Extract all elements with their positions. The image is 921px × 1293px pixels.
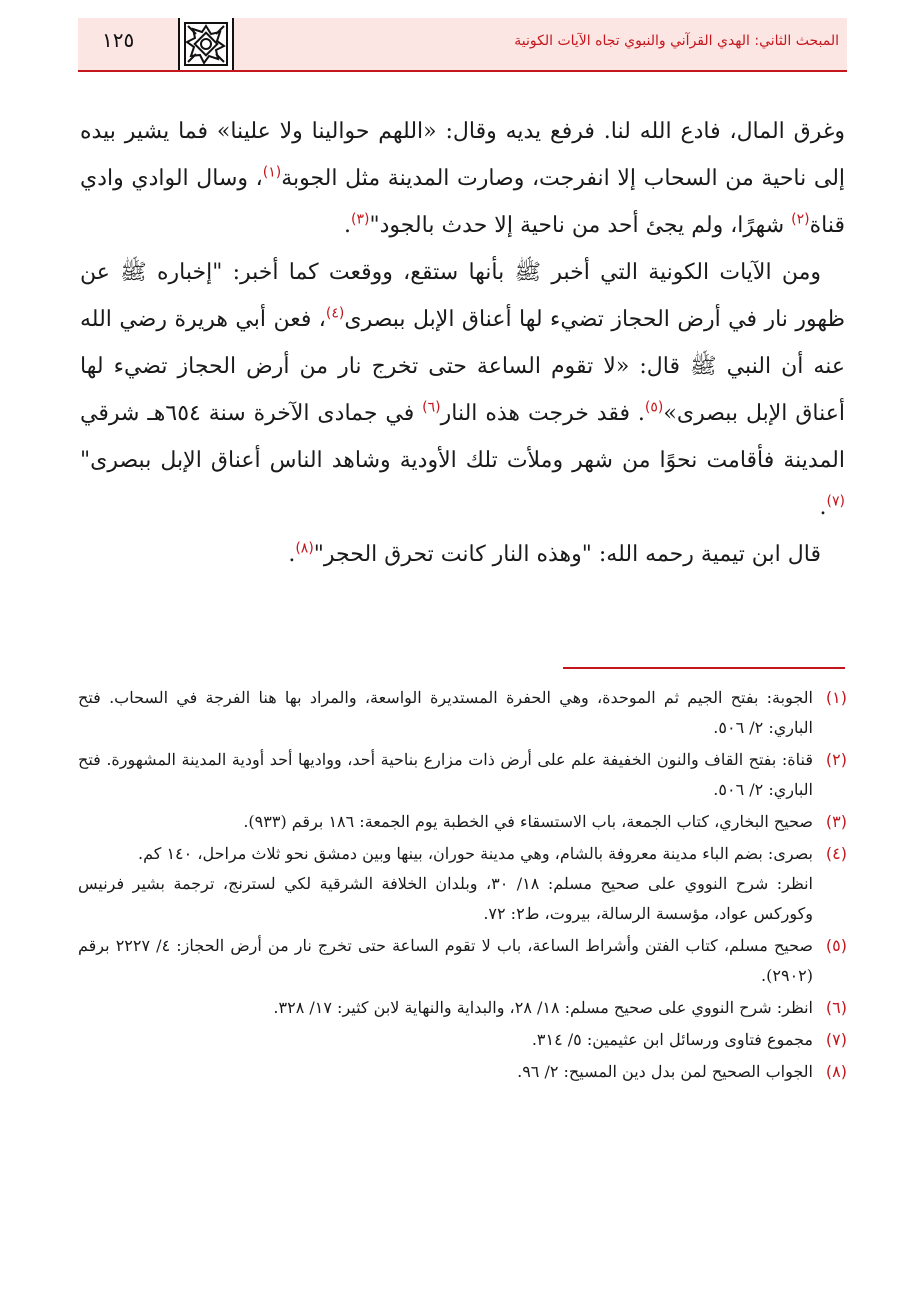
footnote-number: (٤) (825, 844, 847, 863)
page-header (78, 18, 847, 72)
footnote-ref[interactable]: (٢) (791, 211, 810, 228)
text-run: . فقد خرجت هذه النار (440, 401, 645, 426)
footnote-text (78, 683, 813, 743)
footnote-line: انظر: شرح النووي على صحيح مسلم: ١٨/ ٢٨، والبداية والنهاية لابن كثير: ١٧/ ٣٢٨. (273, 998, 813, 1017)
footnote-ref[interactable]: (٨) (295, 540, 314, 557)
footnote-line: صحيح البخاري، كتاب الجمعة، باب الاستسقاء في الخطبة يوم الجمعة: ١٨٦ برقم (٩٣٣). (243, 812, 813, 831)
text-run: . (819, 495, 827, 520)
paragraph (80, 108, 845, 249)
paragraph (80, 531, 845, 578)
paragraph (80, 249, 845, 531)
text-run: ومن الآيات الكونية التي أخبر ﷺ بأنها ستقع، ووقعت كما أخبر: "إخباره ﷺ عن ظهور نار في أرض الحجاز تضيء لها أعناق الإبل ببصرى (80, 260, 845, 332)
footnote-ref[interactable]: (٥) (644, 399, 664, 416)
footnote-text (78, 839, 813, 929)
footnote-ref[interactable]: (٣) (350, 211, 370, 228)
footnote-number: (٨) (825, 1062, 847, 1081)
footnote-text (78, 807, 813, 837)
footnote-text (78, 745, 813, 805)
footnote-text (78, 1025, 813, 1055)
footnote-line: صحيح مسلم، كتاب الفتن وأشراط الساعة، باب لا تقوم الساعة حتى تخرج نار من أرض الحجاز: ٤/ ٢٢٢٧ برقم (٢٩٠٢). (78, 936, 814, 985)
star-pattern-icon (184, 22, 228, 66)
text-run: شهرًا، ولم يجئ أحد من ناحية إلا حدث بالجود" (369, 213, 792, 238)
footnote (78, 683, 847, 743)
text-run: ، فعن أبي هريرة رضي الله عنه أن النبي ﷺ قال: «لا تقوم الساعة حتى تخرج نار من أرض الحجاز تضيء لها أعناق الإبل ببصرى» (80, 307, 845, 426)
text-run: في جمادى الآخرة سنة ٦٥٤هـ شرقي المدينة فأقامت نحوًا من شهر وملأت تلك الأودية وشاهد الناس أعناق الإبل ببصرى" (80, 401, 845, 473)
text-run: قال ابن تيمية رحمه الله: "وهذه النار كانت تحرق الحجر" (313, 542, 821, 567)
footnote-text (78, 1057, 813, 1087)
footnote-number: (٥) (825, 936, 847, 955)
footnote (78, 993, 847, 1023)
footnotes (78, 683, 847, 1089)
footnote (78, 1025, 847, 1055)
footnote-line: قناة: بفتح القاف والنون الخفيفة علم على أرض ذات مزارع بناحية أحد، وواديها أحد أودية المدينة المشهورة. فتح الباري: ٢/ ٥٠٦. (78, 750, 814, 799)
footnote-text (78, 931, 813, 991)
footnote-number: (٣) (825, 812, 847, 831)
footnote-text (78, 993, 813, 1023)
text-run: . (288, 542, 296, 567)
text-run: ، وسال الوادي وادي قناة (80, 166, 845, 238)
main-text (80, 108, 845, 578)
footnote-line: انظر: شرح النووي على صحيح مسلم: ١٨/ ٣٠، وبلدان الخلافة الشرقية لكي لسترنج، ترجمة بشير فرنيس وكوركس عواد، مؤسسة الرسالة، بيروت، ط٢: ٧٢. (78, 874, 813, 923)
footnote-divider (563, 667, 845, 669)
footnote-line: الجواب الصحيح لمن بدل دين المسيح: ٢/ ٩٦. (517, 1062, 813, 1081)
footnote-ref[interactable]: (٦) (422, 399, 441, 416)
footnote-line: الجوبة: بفتح الجيم ثم الموحدة، وهي الحفرة المستديرة الواسعة، والمراد بها هنا الفرجة في السحاب. فتح الباري: ٢/ ٥٠٦. (78, 688, 813, 737)
footnote-number: (٢) (825, 750, 847, 769)
footnote-line: بصرى: بضم الباء مدينة معروفة بالشام، وهي مدينة حوران، بينها وبين دمشق نحو ثلاث مراحل، ١٤٠ كم. (138, 844, 813, 863)
text-run: وغرق المال، فادع الله لنا. فرفع يديه وقال: «اللهم حوالينا ولا علينا» فما يشير بيده إلى ناحية من السحاب إلا انفرجت، وصارت المدينة مثل الجوبة (80, 119, 846, 191)
footnote-ref[interactable]: (١) (262, 164, 282, 181)
footnote-line: مجموع فتاوى ورسائل ابن عثيمين: ٥/ ٣١٤. (531, 1030, 813, 1049)
ornament-icon (178, 18, 234, 70)
footnote (78, 839, 847, 929)
footnote (78, 807, 847, 837)
footnote (78, 931, 847, 991)
text-run: . (343, 213, 351, 238)
footnote-number: (٦) (825, 998, 847, 1017)
footnote (78, 745, 847, 805)
footnote-number: (١) (825, 688, 847, 707)
footnote-ref[interactable]: (٤) (325, 305, 345, 322)
footnote-ref[interactable]: (٧) (826, 493, 845, 510)
footnote-number: (٧) (825, 1030, 847, 1049)
footnote (78, 1057, 847, 1087)
chapter-title: المبحث الثاني: الهدي القرآني والنبوي تجاه الآيات الكونية (514, 33, 839, 49)
page-number: ١٢٥ (102, 28, 135, 52)
